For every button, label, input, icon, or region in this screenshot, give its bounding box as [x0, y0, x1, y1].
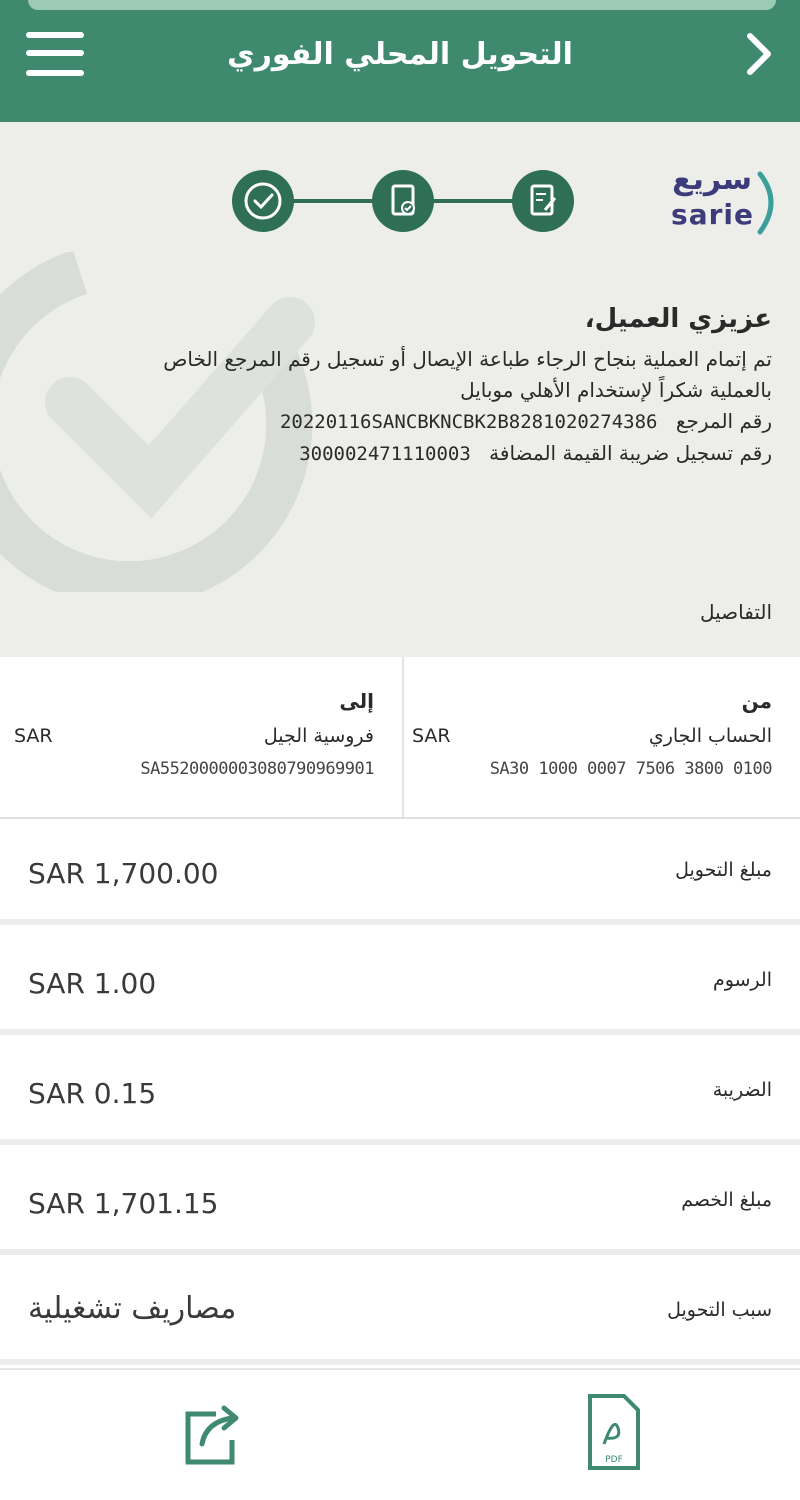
- pdf-label: PDF: [605, 1455, 623, 1465]
- app-header: [0, 0, 800, 122]
- to-account-name: فروسية الجيل: [263, 725, 374, 747]
- debit-amount-value: SAR 1,701.15: [28, 1187, 219, 1220]
- success-message: [72, 304, 772, 470]
- transfer-amount-row: [0, 821, 800, 925]
- confirmation-panel: [0, 122, 800, 657]
- message-greeting: عزيزي العميل،: [584, 304, 772, 334]
- message-line-1: تم إتمام العملية بنجاح الرجاء طباعة الإيصال أو تسجيل رقم المرجع الخاص: [163, 347, 772, 371]
- tax-value: SAR 0.15: [28, 1077, 157, 1110]
- transfer-reason-value: مصاريف تشغيلية: [28, 1291, 237, 1326]
- debit-amount-row: [0, 1151, 800, 1255]
- page-title: التحويل المحلي الفوري: [227, 37, 573, 72]
- check-circle-icon: [232, 170, 294, 232]
- document-check-icon: [372, 170, 434, 232]
- pdf-button[interactable]: [584, 1392, 644, 1472]
- tax-label: الضريبة: [712, 1079, 772, 1101]
- chevron-right-icon[interactable]: [740, 28, 780, 80]
- hamburger-menu-icon[interactable]: [26, 28, 88, 80]
- from-heading: من: [741, 689, 772, 713]
- transfer-reason-row: [0, 1261, 800, 1365]
- to-account: [14, 689, 374, 779]
- vat-label: رقم تسجيل ضريبة القيمة المضافة: [489, 441, 772, 465]
- debit-amount-label: مبلغ الخصم: [681, 1189, 772, 1211]
- sarie-logo: [671, 162, 784, 242]
- from-account-name: الحساب الجاري: [648, 725, 772, 747]
- reference-number: [72, 406, 772, 438]
- sarie-logo-arabic: سريع: [672, 162, 752, 197]
- from-to-section: [0, 657, 800, 819]
- from-iban: SA30 1000 0007 7506 3800 0100: [489, 759, 772, 779]
- progress-steps: [232, 170, 572, 232]
- transfer-amount-value: SAR 1,700.00: [28, 857, 219, 890]
- vat-value: 300002471110003: [299, 443, 471, 465]
- vat-number: [72, 438, 772, 470]
- pdf-icon: [584, 1392, 644, 1472]
- tax-row: [0, 1041, 800, 1145]
- header-top-strip: [28, 0, 776, 10]
- to-heading: إلى: [339, 689, 374, 713]
- reference-label: رقم المرجع: [675, 409, 772, 433]
- details-heading: التفاصيل: [699, 600, 772, 624]
- to-currency: SAR: [14, 725, 53, 747]
- fees-label: الرسوم: [712, 969, 772, 991]
- document-edit-icon: [512, 170, 574, 232]
- share-button[interactable]: [180, 1400, 246, 1468]
- reference-value: 20220116SANCBKNCBK2B8281020274386: [279, 411, 658, 433]
- from-currency: SAR: [412, 725, 451, 747]
- message-line-2: بالعملية شكراً لإستخدام الأهلي موبايل: [460, 378, 772, 402]
- sarie-logo-latin: sarie: [671, 198, 754, 231]
- bottom-action-bar: [0, 1368, 800, 1500]
- share-icon: [180, 1400, 246, 1468]
- transfer-amount-label: مبلغ التحويل: [675, 859, 772, 881]
- transfer-reason-label: سبب التحويل: [667, 1299, 772, 1321]
- to-iban: SA5520000003080790969901: [140, 759, 374, 779]
- from-account: [412, 689, 772, 779]
- from-to-divider: [402, 657, 404, 817]
- fees-value: SAR 1.00: [28, 967, 157, 1000]
- fees-row: [0, 931, 800, 1035]
